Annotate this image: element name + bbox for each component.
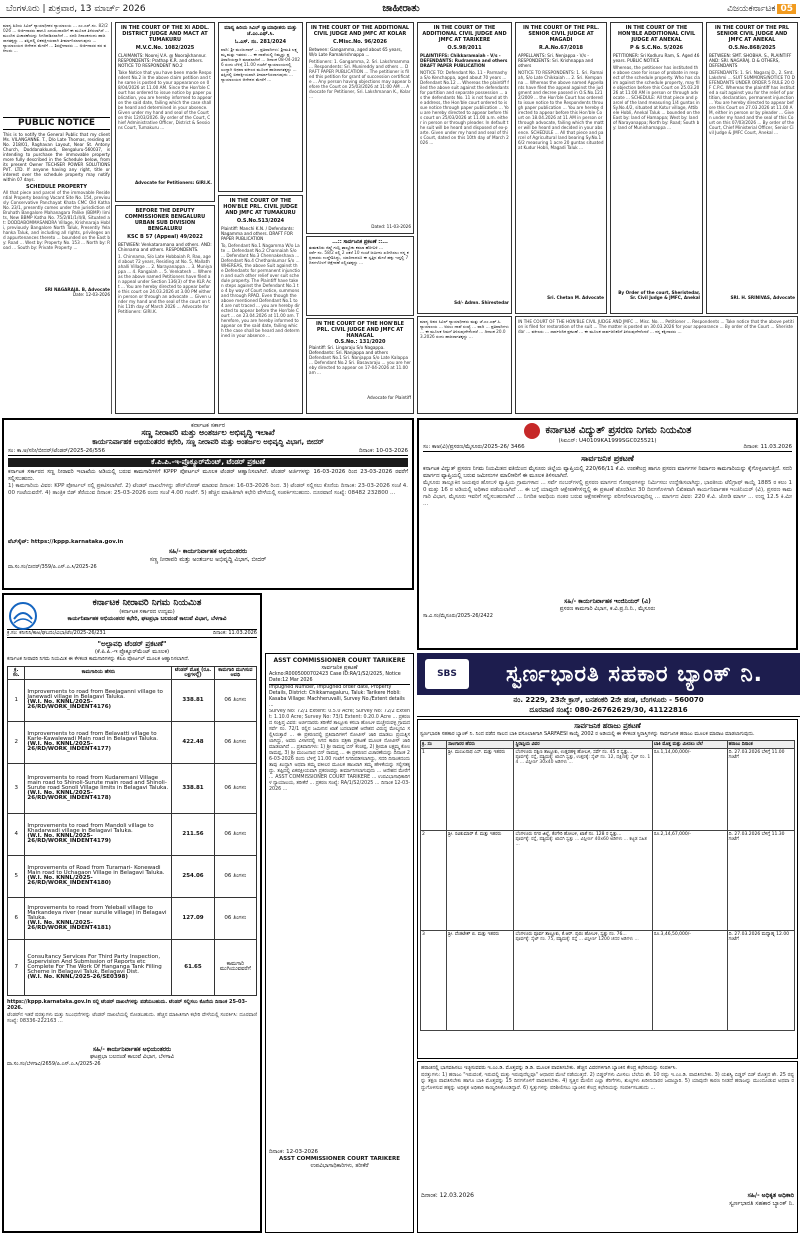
court-small-2: IN THE COURT OF THE HON'BLE CIVIL JUDGE AND JMFC ... Misc. No. ... Petitioner ... Respondents ... Take notice that the above petition is filed for restoration of the suit ... The matter is posted on 30.03.2026 for your appearance ... By order of the Court ... Sheristedar ... ವಕೀಲರು ... ಸಾರ್ವಜನಿಕ ಪ್ರಕಟಣೆ ... ಈ ಮೂಲಕ ಸಾರ್ವಜನಿಕರಿಗೆ ತಿಳಿಸುವುದೇನೆಂದರೆ ... ನನ್ನ ಕಕ್ಷಿದಾರರು ... <box>515 316 798 414</box>
table-row: 3 Improvements to road from Kudaremani Village main road to Shinoli-Surute main road and Shinoli-Surute road Sonoli Village limits in Belagavi Taluka. (W.I. No. KNNL/2025-26/RD/WORK_INDENT4178) 338.81 06 ತಿಂಗಳು <box>8 763 257 813</box>
court-anekal-prl: IN THE COURT OF THE PRL SENIOR CIVIL JUDGE AND JMFC AT ANEKAL O.S.No.868/2025 BETWEEN: SMT. SHOBHA. S., PLAINTIFF AND: SRI. NAGARAJ. D & OTHERS, DEFENDANTS DEFENDANTS: 1. Sri. Nagaraj D., 2. Smt. Lakshmi ... SUIT SUMMONS/NOTICE TO DEFENDANTS UNDER ORDER 5 RULE 20 OF C.P.C. Whereas the plaintiff has instituted a suit against you for the relief of partition, declaration, permanent injunction ... You are hereby directed to appear before this Court on 27.03.2026 at 11.00 AM, either in person or by pleader ... Given under my hand and the seal of this Court on this 07/03/2026 ... By order of the Court, Chief Ministerial Officer, Senior Civil Judge & JMFC Court, Anekal ... SRI. H. SRINIVAS, Advocate <box>706 22 798 314</box>
notice-date: Date: 12-03-2026 <box>72 292 110 297</box>
bank-address: ನಂ. 2229, 23ನೇ ಕ್ರಾಸ್, ಬನಶಂಕರಿ 2ನೇ ಹಂತ, ಬೆಂಗಳೂರು - 560070 ದೂರವಾಣಿ ಸಂಖ್ಯೆ: 080-26762629/30, 41122816 <box>417 695 800 717</box>
kppp-tender-notice: ಕರ್ನಾಟಕ ಸರ್ಕಾರ ಸಣ್ಣ ನೀರಾವರಿ ಮತ್ತು ಅಂತರ್ಜಲ ಅಭಿವೃದ್ಧಿ ಇಲಾಖೆ ಕಾರ್ಯನಿರ್ವಾಹಕ ಅಭಿಯಂತರರ ಕಛೇರಿ, ಸಣ್ಣ ನೀರಾವರಿ ಮತ್ತು ಅಂತರ್ಜಲ ಅಭಿವೃದ್ಧಿ ವಿಭಾಗ, ಬೀದರ್ ಸಂ: ಕಾ.ಅ/ಸನೀ/ಬೀದರ್/ಟೆಂಡರ್/2025-26/556 ದಿನಾಂಕ: 10-03-2026 ಕೆ.ಪಿ.ಪಿ.-ಇ-ಪ್ರೊಕ್ಯೂರ್‌ಮೆಂಟ್, ಟೆಂಡರ್ ಪ್ರಕಟಣೆ ಕರ್ನಾಟಕ ಸರ್ಕಾರದ ಸಣ್ಣ ನೀರಾವರಿ ಇಲಾಖೆಯ ಅಡಿಯಲ್ಲಿ ಬರುವ ಕಾಮಗಾರಿಗಳಿಗೆ KPPP ಪೋರ್ಟಲ್ ಮೂಲಕ ಟೆಂಡರ್ ಆಹ್ವಾನಿಸಲಾಗಿದೆ. ಟೆಂಡರ್ ಅರ್ಜಿಗಳನ್ನು 16-03-2026 ರಿಂದ 23-03-2026 ರವರೆಗೆ ಸಲ್ಲಿಸಬಹುದು. 1) ಕಾಮಗಾರಿಯ ವಿವರ: KPP ಪೋರ್ಟಲ್ ನಲ್ಲಿ ಪ್ರಕಟಿಸಲಾಗಿದೆ. 2) ಟೆಂಡರ್ ದಾಖಲೆಗಳನ್ನು ಡೌನ್‌ಲೋಡ್ ಮಾಡುವ ದಿನಾಂಕ: 16-03-2026 ರಿಂದ. 3) ಟೆಂಡರ್ ಸಲ್ಲಿಸಲು ಕೊನೆಯ ದಿನಾಂಕ: 23-03-2026 ಸಂಜೆ 4.00 ಗಂಟೆಯವರೆಗೆ. 4) ತಾಂತ್ರಿಕ ಬಿಡ್ ತೆರೆಯುವ ದಿನಾಂಕ: 25-03-2026 ರಂದು ಸಂಜೆ 4.00 ಗಂಟೆಗೆ. 5) ಹೆಚ್ಚಿನ ಮಾಹಿತಿಗಾಗಿ ಕಛೇರಿ ವೇಳೆಯಲ್ಲಿ ಸಂಪರ್ಕಿಸಬಹುದು. ದೂರವಾಣಿ ಸಂಖ್ಯೆ: 08482 232800 ... ವೆಬ್‌ಸೈಟ್: https://kppp.karnataka.gov.in ಸಹಿ/- ಕಾರ್ಯನಿರ್ವಾಹಕ ಅಭಿಯಂತರರು ಸಣ್ಣ ನೀರಾವರಿ ಮತ್ತು ಅಂತರ್ಜಲ ಅಭಿವೃದ್ಧಿ ವಿಭಾಗ, ಬೀದರ್ ವಾ.ಸಂ.ಸಂ/ಬೀದರ್/359/ಪಿ.ಎಸ್.ಎ.ಸಿ/2025-26 <box>2 418 414 590</box>
notice-schedule-title: SCHEDULE PROPERTY <box>26 184 87 190</box>
notice-filler: ಮಾನ್ಯ ಹಿರಿಯ ಸಿವಿಲ್ ನ್ಯಾಯಾಧೀಶರ ನ್ಯಾಯಾಲಯ ... ಎಂ.ಎಸ್.ನಂ. 82/2026 ... ಅರ್ಜಿದಾರರು ಹಾಗೂ ಎದುರುದಾರರಿಗೆ ಈ ಮೂಲಕ ತಿಳಿಸಲಾಗಿದೆ ... ಮುಂದಿನ ವಿಚಾರಣೆಯನ್ನು ನಿಗದಿಪಡಿಸಲಾಗಿದೆ ... ಸದರಿ ದಿನಾಂಕದಂದು ಹಾಜರಾಗತಕ್ಕದ್ದು ... ತಪ್ಪಿದಲ್ಲಿ ಏಕಪಕ್ಷೀಯವಾಗಿ ತೀರ್ಮಾನಿಸಲಾಗುವುದು ... ನ್ಯಾಯಾಲಯದ ಆದೇಶದ ಮೇರೆಗೆ ... ಶಿರಸ್ತೇದಾರರು ... ಅರ್ಜಿದಾರರ ಪರ ವಕೀಲರು ... <box>3 23 109 53</box>
bank-terms: ಹರಾಜಿನಲ್ಲಿ ಭಾಗವಹಿಸಲು ಇಚ್ಛಿಸುವವರು ಇ.ಎಂ.ಡಿ. ಮೊತ್ತವನ್ನು ಡಿ.ಡಿ. ಮೂಲಕ ಪಾವತಿಸಬೇಕು. ಹೆಚ್ಚಿನ ವಿವರಗಳಿಗಾಗಿ ಬ್ಯಾಂಕಿನ ಕೇಂದ್ರ ಕಛೇರಿಯನ್ನು ಸಂಪರ್ಕಿಸಿ. ಷರತ್ತುಗಳು: 1) ಹರಾಜು "ಇರುವಂತೆ, ಇರುವಲ್ಲಿ ಮತ್ತು ಇರುವುದೆಲ್ಲವೂ" ಆಧಾರದ ಮೇಲೆ ನಡೆಯುತ್ತದೆ. 2) ಬಿಡ್ಡರ್‌ಗಳು ಮೀಸಲು ಬೆಲೆಯ ಶೇ. 10 ರಷ್ಟು ಇ.ಎಂ.ಡಿ. ಪಾವತಿಸಬೇಕು. 3) ಯಶಸ್ವಿ ಬಿಡ್ಡರ್ ಬಿಡ್ ಮೊತ್ತದ ಶೇ. 25 ರಷ್ಟನ್ನು ತಕ್ಷಣ ಪಾವತಿಸಬೇಕು ಹಾಗೂ ಬಾಕಿ ಮೊತ್ತವನ್ನು 15 ದಿನಗಳೊಳಗೆ ಪಾವತಿಸಬೇಕು. 4) ಸ್ವತ್ತಿನ ಮೇಲಿನ ಎಲ್ಲಾ ತೆರಿಗೆಗಳು, ಶುಲ್ಕಗಳು ಖರೀದಿದಾರರ ಜವಾಬ್ದಾರಿ. 5) ಯಾವುದೇ ಕಾರಣ ನೀಡದೆ ಹರಾಜನ್ನು ಮುಂದೂಡುವ ಅಥವಾ ರದ್ದುಗೊಳಿಸುವ ಹಕ್ಕನ್ನು ಅಧಿಕೃತ ಅಧಿಕಾರಿ ಕಾಯ್ದಿರಿಸಿಕೊಂಡಿದ್ದಾರೆ. 6) ಸ್ವತ್ತುಗಳನ್ನು ಪರಿಶೀಲಿಸಲು ಬ್ಯಾಂಕಿನ ಕೇಂದ್ರ ಕಛೇರಿಯನ್ನು ಸಂಪರ್ಕಿಸಬಹುದು ... ದಿನಾಂಕ: 12.03.2026 ಸಹಿ/- ಅಧಿಕೃತ ಅಧಿಕಾರಿ ಸ್ವರ್ಣಭಾರತಿ ಸಹಕಾರ ಬ್ಯಾಂಕ್ ನಿ. <box>417 1061 798 1233</box>
notice-title: PUBLIC NOTICE <box>17 118 95 128</box>
bank-auction: ಸಾರ್ವಜನಿಕ ಹರಾಜು ಪ್ರಕಟಣೆ ಸ್ವರ್ಣಭಾರತಿ ಸಹಕಾರ ಬ್ಯಾಂಕ್ ನಿ. ನಿಂದ ಪಡೆದ ಸಾಲದ ಬಾಕಿ ವಸೂಲಾತಿಗಾಗಿ SARFAESI ಕಾಯ್ದೆ 2002 ರ ಅಡಿಯಲ್ಲಿ ಈ ಕೆಳಕಂಡ ಸ್ಥಿರಾಸ್ತಿಗಳನ್ನು ಸಾರ್ವಜನಿಕ ಹರಾಜು ಮೂಲಕ ಮಾರಾಟ ಮಾಡಲಾಗುವುದು. ಕ್ರ. ಸಂ ಸಾಲಗಾರರ ಹೆಸರು ಸ್ಥಿರಾಸ್ತಿಯ ವಿವರ ಬಾಕಿ ಮೊತ್ತ ಮತ್ತು ಮೀಸಲು ಬೆಲೆ ಹರಾಜು ದಿನಾಂಕ 1 ಶ್ರೀ. ಮಂಜುನಾಥ ಎಸ್. ಮತ್ತು ಇತರರು ಬೆಂಗಳೂರು ದಕ್ಷಿಣ ತಾಲ್ಲೂಕು, ಉತ್ತರಹಳ್ಳಿ ಹೋಬಳಿ, ಸರ್ವೆ ನಂ. 45 ರ ಸ್ವತ್ತು... ಪೂರ್ವಕ್ಕೆ: ರಸ್ತೆ, ಪಶ್ಚಿಮಕ್ಕೆ: ಖಾಸಗಿ ಸ್ವತ್ತು, ಉತ್ತರಕ್ಕೆ: ಸೈಟ್ ನಂ. 12, ದಕ್ಷಿಣಕ್ಕೆ: ಸೈಟ್ ನಂ. 14 ... ವಿಸ್ತೀರ್ಣ 30x40 ಅಡಿಗಳು ... ರೂ.1,14,00,000/- ದಿ. 27.03.2026 ಬೆಳಿಗ್ಗೆ 11.00 ಗಂಟೆಗೆ 2 ಶ್ರೀ. ರವಿಕುಮಾರ್ ಕೆ. ಮತ್ತು ಇತರರು ಬೆಂಗಳೂರು ನಗರ ಜಿಲ್ಲೆ, ಕೆಂಗೇರಿ ಹೋಬಳಿ, ಖಾತೆ ನಂ. 128 ರ ಸ್ವತ್ತು... ಪೂರ್ವಕ್ಕೆ: ರಸ್ತೆ, ಪಶ್ಚಿಮಕ್ಕೆ: ಖಾಸಗಿ ಸ್ವತ್ತು ... ವಿಸ್ತೀರ್ಣ 40x60 ಅಡಿಗಳು ... ಕಟ್ಟಡ ಸಹಿತ ... ರೂ.2,14,67,000/- ದಿ. 27.03.2026 ಬೆಳಿಗ್ಗೆ 11.30 ಗಂಟೆಗೆ 3 ಶ್ರೀ. ವೆಂಕಟೇಶ್ ಬಿ. ಮತ್ತು ಇತರರು ಬೆಂಗಳೂರು ಪೂರ್ವ ತಾಲ್ಲೂಕು, ಕೆ.ಆರ್. ಪುರಂ ಹೋಬಳಿ, ಸ್ವತ್ತು ನಂ. 76... ಪೂರ್ವಕ್ಕೆ: ಸೈಟ್ ನಂ. 75, ಪಶ್ಚಿಮಕ್ಕೆ: ರಸ್ತೆ ... ವಿಸ್ತೀರ್ಣ 1200 ಚದರ ಅಡಿಗಳು ... ರೂ.3,46,50,000/- ದಿ. 27.03.2026 ಮಧ್ಯಾಹ್ನ 12.00 ಗಂಟೆಗೆ <box>417 719 798 1059</box>
table-row: 7 Consultancy Services For Third Party Inspection, Supervision And Submission of Reports etc Complete For The Work Of Hanganga Tank Filling Scheme in Belagavi Taluk, Belagavi Dist. (W.I. No. KNNL/2025-26/SE0398) 61.65 ಕಾಮಗಾರಿ ಮುಗಿಯುವವರೆಗೆ <box>8 939 257 995</box>
court-magadi: IN THE COURT OF THE PRL. SENIOR CIVIL JUDGE AT MAGADI R.A.No.67/2018 APPELLANTS: Sri. Nenjappa - V/s - RESPONDENTS: Sri. Krishnappa and others NOTICE TO RESPONDENTS: 1. Sri. Ramaiah, S/o Late Chikkaiah ... 2. Sri. Kempanna ... Whereas the above named Appellants have filed the appeal against the judgment and decree passed in O.S.No.1212/2009 ... the Hon'ble Court has ordered to issue notice to the Respondents through paper publication ... You are hereby directed to appear before this Hon'ble Court on 18.04.2026 at 11 AM in person or through advocate, failing which the matter will be heard and decided in your absence. SCHEDULE ... All that piece and parcel of Agricultural land bearing Sy.No.16/2 measuring 1 acre 20 guntas situated at Kudur Hobli, Magadi Taluk ... Sri. Chetan M. Advocate <box>515 22 607 314</box>
knnl-tender-notice: ಕರ್ನಾಟಕ ನೀರಾವರಿ ನಿಗಮ ನಿಯಮಿತ (ಕರ್ನಾಟಕ ಸರ್ಕಾರದ ಉದ್ಯಮ) ಕಾರ್ಯನಿರ್ವಾಹಕ ಅಭಿಯಂತರರ ಕಛೇರಿ, ಘಟಪ್ರಭಾ ಬಲದಂಡೆ ಕಾಲುವೆ ವಿಭಾಗ, ಬೆಳಗಾವಿ ಕ್ರ.ಸಂ: ಕನೀನಿನಿ/ಕಾಅ/ಘಬದಂ/ವಿಭಾ/ಟೆಂ/2025-26/231 ದಿನಾಂಕ: 11.03.2026 "ಅಲ್ಪಾವಧಿ ಟೆಂಡರ್ ಪ್ರಕಟಣೆ" (ಕೆ.ಪಿ.ಪಿ.-ಇ ಪ್ರೊಕ್ಯೂರ್‌ಮೆಂಟ್ ಮೂಲಕ) ಕರ್ನಾಟಕ ನೀರಾವರಿ ನಿಗಮ ನಿಯಮಿತ ಈ ಕೆಳಕಂಡ ಕಾಮಗಾರಿಗಳನ್ನು ಕೆಪಿಪಿ ಪೋರ್ಟಲ್ ಮೂಲಕ ಆಹ್ವಾನಿಸಲಾಗಿದೆ. ಕ್ರ. ಸಂ. ಕಾಮಗಾರಿಯ ಹೆಸರು ಟೆಂಡರ್ ಮೊತ್ತ (ರೂ. ಲಕ್ಷಗಳಲ್ಲಿ) ಕಾಮಗಾರಿ ಮುಗಿಸುವ ಅವಧಿ 1 Improvements to road from Beejaganni village to Janewadi village in Belagavi Taluka. (W.I. No. KNNL/2025-26/RD/WORK_INDENT4176) 338.81 06 ತಿಂಗಳು 2 Improvements to road from Belavatti village to Karle-Kawalewadi Main road in Belagavi Taluka. (W.I. No. KNNL/2025-26/RD/WORK_INDENT4177) 422.48 06 ತಿಂಗಳು 3 Improvements to road from Kudaremani Village main road to Shinoli-Surute main road and Shinoli-Surute road Sonoli Village limits in Belagavi Taluka. (W.I. No. KNNL/2025-26/RD/WORK_INDENT4178) 338.81 06 ತಿಂಗಳು 4 Improvements to road from Mandoli village to Khadarwadi village in Belagavi Taluka. (W.I. No. KNNL/2025-26/RD/WORK_INDENT4179) 211.56 06 ತಿಂಗಳು 5 Improvements of Road from Turamari- Konewadi Main road to Uchagaon Village in Belagavi Taluka. (W.I. No. KNNL/2025-26/RD/WORK_INDENT4180) 254.06 06 ತಿಂಗಳು 6 Improvements to road from Yelebail village to Markandeya river (near suruile village) in Belagavi Taluka. (W.I. No. KNNL/2025-26/RD/WORK_INDENT4181) 127.09 06 ತಿಂಗಳು 7 Consultancy Services For Third Party Inspection, Supervision And Submission of Reports etc Complete For The Work Of Hanganga Tank Filling Scheme in Belagavi Taluk, Belagavi Dist. (W.I. No. KNNL/2025-26/SE0398) 61.65 ಕಾಮಗಾರಿ ಮುಗಿಯುವವರೆಗೆ https://kppp.karnataka.gov.in ನಲ್ಲಿ ಟೆಂಡರ್ ದಾಖಲೆಗಳನ್ನು ಪಡೆಯಬಹುದು. ಟೆಂಡರ್ ಸಲ್ಲಿಸಲು ಕೊನೆಯ ದಿನಾಂಕ 25-03-2026. ಟೆಂಡರ್‌ನ ಇತರೆ ಷರತ್ತುಗಳು ಮತ್ತು ನಿಬಂಧನೆಗಳನ್ನು ಟೆಂಡರ್ ದಾಖಲೆಯಲ್ಲಿ ನೋಡಬಹುದು. ಹೆಚ್ಚಿನ ಮಾಹಿತಿಗಾಗಿ ಕಛೇರಿ ವೇಳೆಯಲ್ಲಿ ಸಂಪರ್ಕಿಸಿ: ದೂರವಾಣಿ ಸಂಖ್ಯೆ: 08336-222163 ... ಸಹಿ/- ಕಾರ್ಯನಿರ್ವಾಹಕ ಅಭಿಯಂತರರು ಘಟಪ್ರಭಾ ಬಲದಂಡೆ ಕಾಲುವೆ ವಿಭಾಗ, ಬೆಳಗಾವಿ ವಾ.ಸಂ.ಸಂ/ಬೆಳಗಾವಿ/2659/ಪಿ.ಎಸ್.ಎ.ಸಿ/2025-26 <box>2 593 262 1233</box>
court-kolar: IN THE COURT OF THE ADDITIONAL CIVIL JUDGE AND JMFC AT KOLAR C.Misc.No. 96/2026 Between: Gangamma, aged about 65 years, W/o Late Ramakrishnappa ... Petitioners: 1. Gangamma, 2. Sri. Lakshmamma ... Respondents: Sri. Munireddy and others ... DRAFT PAPER PUBLICATION ... The petitioner is filed this petition for grant of succession certificate ... Any person having objections may appear before the Court on 25/03/2026 at 11:00 AM ... Advocate for Petitioner, Sri. Lakshmanan K., Kolar ... Dated: 11-03-2026 <box>306 22 414 234</box>
knnl-tender-table: ಕ್ರ. ಸಂ. ಕಾಮಗಾರಿಯ ಹೆಸರು ಟೆಂಡರ್ ಮೊತ್ತ (ರೂ. ಲಕ್ಷಗಳಲ್ಲಿ) ಕಾಮಗಾರಿ ಮುಗಿಸುವ ಅವಧಿ 1 Improvements to road from Beejaganni village to Janewadi village in Belagavi Taluka. (W.I. No. KNNL/2025-26/RD/WORK_INDENT4176) 338.81 06 ತಿಂಗಳು 2 Improvements to road from Belavatti village to Karle-Kawalewadi Main road in Belagavi Taluka. (W.I. No. KNNL/2025-26/RD/WORK_INDENT4177) 422.48 06 ತಿಂಗಳು 3 Improvements to road from Kudaremani Village main road to Shinoli-Surute main road and Shinoli-Surute road Sonoli Village limits in Belagavi Taluka. (W.I. No. KNNL/2025-26/RD/WORK_INDENT4178) 338.81 06 ತಿಂಗಳು 4 Improvements to road from Mandoli village to Khadarwadi village in Belagavi Taluka. (W.I. No. KNNL/2025-26/RD/WORK_INDENT4179) 211.56 06 ತಿಂಗಳು 5 Improvements of Road from Turamari- Konewadi Main road to Uchagaon Village in Belagavi Taluka. (W.I. No. KNNL/2025-26/RD/WORK_INDENT4180) 254.06 06 ತಿಂಗಳು 6 Improvements to road from Yelebail village to Markandeya river (near suruile village) in Belagavi Taluka. (W.I. No. KNNL/2025-26/RD/WORK_INDENT4181) 127.09 06 ತಿಂಗಳು 7 Consultancy Services For Third Party Inspection, Supervision And Submission of Reports etc Complete For The Work Of Hanganga Tank Filling Scheme in Belagavi Taluk, Belagavi Dist. (W.I. No. KNNL/2025-26/SE0398) 61.65 ಕಾಮಗಾರಿ ಮುಗಿಯುವವರೆಗೆ <box>7 666 257 996</box>
table-row: 2 ಶ್ರೀ. ರವಿಕುಮಾರ್ ಕೆ. ಮತ್ತು ಇತರರು ಬೆಂಗಳೂರು ನಗರ ಜಿಲ್ಲೆ, ಕೆಂಗೇರಿ ಹೋಬಳಿ, ಖಾತೆ ನಂ. 128 ರ ಸ್ವತ್ತು... ಪೂರ್ವಕ್ಕೆ: ರಸ್ತೆ, ಪಶ್ಚಿಮಕ್ಕೆ: ಖಾಸಗಿ ಸ್ವತ್ತು ... ವಿಸ್ತೀರ್ಣ 40x60 ಅಡಿಗಳು ... ಕಟ್ಟಡ ಸಹಿತ ... ರೂ.2,14,67,000/- ದಿ. 27.03.2026 ಬೆಳಿಗ್ಗೆ 11.30 ಗಂಟೆಗೆ <box>421 830 795 930</box>
table-row: 4 Improvements to road from Mandoli village to Khadarwadi village in Belagavi Taluka. (W.I. No. KNNL/2025-26/RD/WORK_INDENT4179) 211.56 06 ತಿಂಗಳು <box>8 813 257 855</box>
bank-name: ಸ್ವರ್ಣಭಾರತಿ ಸಹಕಾರ ಬ್ಯಾಂಕ್ ನಿ. <box>505 661 764 687</box>
table-row: 2 Improvements to road from Belavatti village to Karle-Kawalewadi Main road in Belagavi Taluka. (W.I. No. KNNL/2025-26/RD/WORK_INDENT4177) 422.48 06 ತಿಂಗಳು <box>8 721 257 763</box>
table-row: 5 Improvements of Road from Turamari- Konewadi Main road to Uchagaon Village in Belagavi Taluka. (W.I. No. KNNL/2025-26/RD/WORK_INDENT4180) 254.06 06 ತಿಂಗಳು <box>8 855 257 897</box>
kptcl-logo-icon <box>524 423 540 439</box>
notice-body: This is to notify the General Public that my client Ms. VILANGANNE. T., D/o Late Thomas, residing at No. 218/01, Raghavan Layout, Near St. Antony Church, Doddanakkundi, Bengaluru-560037, is intending to purchase the immovable property more fully described in the Schedule below, from its present Owner TECHSER POWER SOLUTIONS PVT. LTD. If anyone having any right, title or interest over the schedule property may notify within 07 days. <box>3 132 110 182</box>
header-section: ಜಾಹೀರಾತು <box>382 3 420 14</box>
court-anekal-addl: IN THE COURT OF THE HON'BLE ADDITIONAL CIVIL JUDGE AT ANEKAL P & S.C.No. 5/2026 PETITIONER: Sri Kodluru Ram, S. Aged 46 years. PUBLIC NOTICE Whereas, the petitioner has instituted the above case for issue of probate in respect of the schedule property. Who has claim against the schedule property, may file objection before this Court on 25.03.2026 at 11:00 AM in person or through advocate ... SCHEDULE: All that piece and parcel of the land measuring 1/4 guntas in Sy.No.4/2, situated at Kotur village, Attibele Hobli, Anekal Taluk ... bounded on the East by: land of Hamappa; West by: land of Narayanappa; North by: Road; South by: land of Munishamappa ... By Order of the court, Sheristedar, Sr. Civil Judge & JMFC, Anekal <box>610 22 703 314</box>
court-small-1: ಮಾನ್ಯ ಅಪರ ಸಿವಿಲ್ ನ್ಯಾಯಾಧೀಶರು ಮತ್ತು ಜೆ.ಎಂ.ಎಫ್.ಸಿ. ನ್ಯಾಯಾಲಯ ... ಅಸಲು ದಾವೆ ಸಂಖ್ಯೆ ... ವಾದಿ ... ಪ್ರತಿವಾದಿಗಳು ... ಈ ಮೂಲಕ ನಿಮಗೆ ತಿಳಿಸುವುದೇನೆಂದರೆ ... ದಿನಾಂಕ 20.03.2026 ರಂದು ಹಾಜರಾಗತಕ್ಕದ್ದು ... <box>417 316 512 414</box>
suit-notice-kannada: ...:: ಸಾರ್ವಜನಿಕ ಪ್ರಕಟಣೆ ::... ತುಮಕೂರು ಜಿಲ್ಲೆ ಗುಬ್ಬಿ ತಾಲ್ಲೂಕು ಕಸಬಾ ಹೋಬಳಿ ... ಸರ್ವೆ ನಂ. 58/2 ರಲ್ಲಿ 2 ಎಕರೆ 10 ಗುಂಟೆ ಜಮೀನು ಖರೀದಿಸಲು ನನ್ನ ಕಕ್ಷಿದಾರರು ಉದ್ದೇಶಿಸಿದ್ದು, ಯಾರಿಗಾದರೂ ಈ ಸ್ವತ್ತಿನ ಮೇಲೆ ಹಕ್ಕು ಇದ್ದಲ್ಲಿ 7 ದಿನಗಳೊಳಗೆ ಆಕ್ಷೇಪಣೆ ಸಲ್ಲಿಸತಕ್ಕದ್ದು ... <box>306 236 414 316</box>
page-number: 05 <box>777 4 796 14</box>
bank-banner <box>417 653 800 695</box>
page-header <box>0 0 800 18</box>
bank-auction-table: ಕ್ರ. ಸಂ ಸಾಲಗಾರರ ಹೆಸರು ಸ್ಥಿರಾಸ್ತಿಯ ವಿವರ ಬಾಕಿ ಮೊತ್ತ ಮತ್ತು ಮೀಸಲು ಬೆಲೆ ಹರಾಜು ದಿನಾಂಕ 1 ಶ್ರೀ. ಮಂಜುನಾಥ ಎಸ್. ಮತ್ತು ಇತರರು ಬೆಂಗಳೂರು ದಕ್ಷಿಣ ತಾಲ್ಲೂಕು, ಉತ್ತರಹಳ್ಳಿ ಹೋಬಳಿ, ಸರ್ವೆ ನಂ. 45 ರ ಸ್ವತ್ತು... ಪೂರ್ವಕ್ಕೆ: ರಸ್ತೆ, ಪಶ್ಚಿಮಕ್ಕೆ: ಖಾಸಗಿ ಸ್ವತ್ತು, ಉತ್ತರಕ್ಕೆ: ಸೈಟ್ ನಂ. 12, ದಕ್ಷಿಣಕ್ಕೆ: ಸೈಟ್ ನಂ. 14 ... ವಿಸ್ತೀರ್ಣ 30x40 ಅಡಿಗಳು ... ರೂ.1,14,00,000/- ದಿ. 27.03.2026 ಬೆಳಿಗ್ಗೆ 11.00 ಗಂಟೆಗೆ 2 ಶ್ರೀ. ರವಿಕುಮಾರ್ ಕೆ. ಮತ್ತು ಇತರರು ಬೆಂಗಳೂರು ನಗರ ಜಿಲ್ಲೆ, ಕೆಂಗೇರಿ ಹೋಬಳಿ, ಖಾತೆ ನಂ. 128 ರ ಸ್ವತ್ತು... ಪೂರ್ವಕ್ಕೆ: ರಸ್ತೆ, ಪಶ್ಚಿಮಕ್ಕೆ: ಖಾಸಗಿ ಸ್ವತ್ತು ... ವಿಸ್ತೀರ್ಣ 40x60 ಅಡಿಗಳು ... ಕಟ್ಟಡ ಸಹಿತ ... ರೂ.2,14,67,000/- ದಿ. 27.03.2026 ಬೆಳಿಗ್ಗೆ 11.30 ಗಂಟೆಗೆ 3 ಶ್ರೀ. ವೆಂಕಟೇಶ್ ಬಿ. ಮತ್ತು ಇತರರು ಬೆಂಗಳೂರು ಪೂರ್ವ ತಾಲ್ಲೂಕು, ಕೆ.ಆರ್. ಪುರಂ ಹೋಬಳಿ, ಸ್ವತ್ತು ನಂ. 76... ಪೂರ್ವಕ್ಕೆ: ಸೈಟ್ ನಂ. 75, ಪಶ್ಚಿಮಕ್ಕೆ: ರಸ್ತೆ ... ವಿಸ್ತೀರ್ಣ 1200 ಚದರ ಅಡಿಗಳು ... ರೂ.3,46,50,000/- ದಿ. 27.03.2026 ಮಧ್ಯಾಹ್ನ 12.00 ಗಂಟೆಗೆ <box>420 740 795 1031</box>
table-row: 1 ಶ್ರೀ. ಮಂಜುನಾಥ ಎಸ್. ಮತ್ತು ಇತರರು ಬೆಂಗಳೂರು ದಕ್ಷಿಣ ತಾಲ್ಲೂಕು, ಉತ್ತರಹಳ್ಳಿ ಹೋಬಳಿ, ಸರ್ವೆ ನಂ. 45 ರ ಸ್ವತ್ತು... ಪೂರ್ವಕ್ಕೆ: ರಸ್ತೆ, ಪಶ್ಚಿಮಕ್ಕೆ: ಖಾಸಗಿ ಸ್ವತ್ತು, ಉತ್ತರಕ್ಕೆ: ಸೈಟ್ ನಂ. 12, ದಕ್ಷಿಣಕ್ಕೆ: ಸೈಟ್ ನಂ. 14 ... ವಿಸ್ತೀರ್ಣ 30x40 ಅಡಿಗಳು ... ರೂ.1,14,00,000/- ದಿ. 27.03.2026 ಬೆಳಿಗ್ಗೆ 11.00 ಗಂಟೆಗೆ <box>421 748 795 830</box>
table-row: 6 Improvements to road from Yelebail village to Markandeya river (near suruile village) in Belagavi Taluka. (W.I. No. KNNL/2025-26/RD/WORK_INDENT4181) 127.09 06 ತಿಂಗಳು <box>8 897 257 939</box>
court-tumakuru-mact: IN THE COURT OF THE XI ADDL. DISTRICT JUDGE AND MACT AT TUMAKURU M.V.C.No. 1082/2025 CLAIMANTS: Noorej V.A. @ Noorajkhannur. RESPONDENTS: Prathap K.R. and others. NOTICE TO RESPONDENT NO.2 Take Notice that you have been made Respondent No.2 in the above claim petition and the same is posted to your appearance on 08/04/2026 at 11.00 AM. Since the Hon'ble Court has ordered to issue notice by paper publication, you are hereby informed to appear on the said date, failing which the case shall be heard and determined in your absence. Given under my hand and seal of the Court on this 12/03/2026. By order of the Court, Chief Administrative Officer, District & Sessions Court, Tumakuru ... Advocate for Petitioners: GIRI.K. <box>115 22 215 202</box>
asst-commissioner-notice: ASST COMMISSIONER COURT TARIKERE ಸಾರ್ವಜನಿಕ ಪ್ರಕಟಣೆ Ackno:R0005000702423 Case ID:RA/1/S2/2025, Notice Date:12 Mar 2026 Impugned Number, Impugned order date, Property Details, District: Chikkamagaluru, Taluk: Tarikere Hobli: Kasaba Village: Machheruvalli, Survey No./Extent details ... Survey No: 72/1 Extent: 0.5.0 Acre; Survey No: 72/2 Extent: 1.10.0 Acre; Survey No: 73/1 Extent: 0.20.0 Acre ... ಪ್ರಕರಣದ ಸಂಕ್ಷಿಪ್ತ ವಿವರ: ಅರ್ಜಿದಾರರು ತರೀಕೆರೆ ತಾಲ್ಲೂಕು ಕಸಬಾ ಹೋಬಳಿ ಮಚ್ಚೇರುವಳ್ಳಿ ಗ್ರಾಮದ ಸರ್ವೆ ನಂ. 72/1 ರಲ್ಲಿನ ಜಮೀನಿನ ಖಾತೆ ಬದಲಾವಣೆ ಆದೇಶದ ವಿರುದ್ಧ ಮೇಲ್ಮನವಿ ಸಲ್ಲಿಸಿರುತ್ತಾರೆ ... ಈ ಪ್ರಕರಣದಲ್ಲಿ ಪ್ರತಿವಾದಿಗಳಿಗೆ ನೋಟೀಸ್ ಜಾರಿ ಮಾಡಲು ಪ್ರಯತ್ನಿಸಲಾಗಿದ್ದು, ಅವರು ವಿಳಾಸದಲ್ಲಿ ಸಿಗದ ಕಾರಣ ಪತ್ರಿಕಾ ಪ್ರಕಟಣೆ ಮೂಲಕ ನೋಟೀಸ್ ಜಾರಿ ಮಾಡಲಾಗಿದೆ ... ಪ್ರತಿವಾದಿಗಳು: 1) ಶ್ರೀ ರಾಮಪ್ಪ ಬಿನ್ ಕೆಂಚಪ್ಪ, 2) ಶ್ರೀಮತಿ ಲಕ್ಷ್ಮಮ್ಮ ಕೋಂ ರಾಮಪ್ಪ, 3) ಶ್ರೀ ಮಂಜುನಾಥ ಬಿನ್ ರಾಮಪ್ಪ ... ಈ ಪ್ರಕರಣದ ವಿಚಾರಣೆಯನ್ನು ದಿನಾಂಕ 26-03-2026 ರಂದು ಬೆಳಿಗ್ಗೆ 11.00 ಗಂಟೆಗೆ ನಿಗದಿಪಡಿಸಲಾಗಿದ್ದು, ಸದರಿ ದಿನಾಂಕದಂದು ತಾವು ಖುದ್ದಾಗಿ ಅಥವಾ ತಮ್ಮ ವಕೀಲರ ಮೂಲಕ ಹಾಜರಾಗಿ ತಮ್ಮ ಹೇಳಿಕೆಯನ್ನು ಸಲ್ಲಿಸತಕ್ಕದ್ದು. ತಪ್ಪಿದಲ್ಲಿ ಏಕಪಕ್ಷೀಯವಾಗಿ ಪ್ರಕರಣವನ್ನು ತೀರ್ಮಾನಿಸಲಾಗುವುದು ... ಆದೇಶದ ಮೇರೆಗೆ ... ASST COMMISSIONER COURT TARIKERE ... ಉಪವಿಭಾಗಾಧಿಕಾರಿಗಳ ನ್ಯಾಯಾಲಯ, ತರೀಕೆರೆ ... ಪ್ರಕರಣ ಸಂಖ್ಯೆ: RA/1/S2/2025 ... ದಿನಾಂಕ 12-03-2026 ... ದಿನಾಂಕ: 12-03-2026 ASST COMMISSIONER COURT TARIKERE ಉಪವಿಭಾಗಾಧಿಕಾರಿಗಳು, ತರೀಕೆರೆ <box>265 653 414 1233</box>
table-row: 3 ಶ್ರೀ. ವೆಂಕಟೇಶ್ ಬಿ. ಮತ್ತು ಇತರರು ಬೆಂಗಳೂರು ಪೂರ್ವ ತಾಲ್ಲೂಕು, ಕೆ.ಆರ್. ಪುರಂ ಹೋಬಳಿ, ಸ್ವತ್ತು ನಂ. 76... ಪೂರ್ವಕ್ಕೆ: ಸೈಟ್ ನಂ. 75, ಪಶ್ಚಿಮಕ್ಕೆ: ರಸ್ತೆ ... ವಿಸ್ತೀರ್ಣ 1200 ಚದರ ಅಡಿಗಳು ... ರೂ.3,46,50,000/- ದಿ. 27.03.2026 ಮಧ್ಯಾಹ್ನ 12.00 ಗಂಟೆಗೆ <box>421 930 795 1030</box>
public-notice: ಮಾನ್ಯ ಹಿರಿಯ ಸಿವಿಲ್ ನ್ಯಾಯಾಧೀಶರ ನ್ಯಾಯಾಲಯ ... ಎಂ.ಎಸ್.ನಂ. 82/2026 ... ಅರ್ಜಿದಾರರು ಹಾಗೂ ಎದುರುದಾರರಿಗೆ ಈ ಮೂಲಕ ತಿಳಿಸಲಾಗಿದೆ ... ಮುಂದಿನ ವಿಚಾರಣೆಯನ್ನು ನಿಗದಿಪಡಿಸಲಾಗಿದೆ ... ಸದರಿ ದಿನಾಂಕದಂದು ಹಾಜರಾಗತಕ್ಕದ್ದು ... ತಪ್ಪಿದಲ್ಲಿ ಏಕಪಕ್ಷೀಯವಾಗಿ ತೀರ್ಮಾನಿಸಲಾಗುವುದು ... ನ್ಯಾಯಾಲಯದ ಆದೇಶದ ಮೇರೆಗೆ ... ಶಿರಸ್ತೇದಾರರು ... ಅರ್ಜಿದಾರರ ಪರ ವಕೀಲರು ... PUBLIC NOTICE This is to notify the General Public that my client Ms. VILANGANNE. T., D/o Late Thomas, residing at No. 218/01, Raghavan Layout, Near St. Antony Church, Doddanakkundi, Bengaluru-560037, is intending to purchase the immovable property more fully described in the Schedule below, from its present Owner TECHSER POWER SOLUTIONS PVT. LTD. If anyone having any right, title or interest over the schedule property may notify within 07 days. SCHEDULE PROPERTY All that piece and parcel of the immovable Residential Property bearing Vacant Site No. 154, previously Conservative Panchayat Khata CMC Old Katha No. 23/1, presently comes under the jurisdiction of Bruhath Bangalore Mahanagara Palike (BBMP) limits, New BBMP Katha No. 75/2/81/1/4/8, Situated at: DODDABOMMASANDRA Village, Krishnaraja Hobli, previously Bangalore North Taluk, Presently Yelahanka Taluk, and including all rights, privileges and appurtenances thereto ... bounded on the East by: Road ... West by: Property No. 153 ... North by: Road ... South by: Private Property ... SRI NAGARAJA. B, Advocate Date: 12-03-2026 <box>2 22 112 414</box>
court-hanagal: IN THE COURT OF THE HON'BLE PRL. CIVIL JUDGE AND JMFC AT HANAGAL O.S.No.: 131/2020 Plaintiff: Sri. Lingaraju S/o Nagappa. Defendants: Sri. Nanjappa and others Defendant No.1 Sri. Nanjappa S/o Late Kalappa ... Defendant No.2 Sri. Basavaraju ... you are hereby directed to appear on 17-04-2026 at 11.00 am ... Advocate for Plaintiff <box>306 318 414 414</box>
notice-signature: SRI NAGARAJA. B, Advocate <box>44 287 110 292</box>
header-date: ಬೆಂಗಳೂರು | ಶುಕ್ರವಾರ, 13 ಮಾರ್ಚ್ 2026 <box>6 3 146 14</box>
court-tumakuru-civil: IN THE COURT OF THE HON'BLE PRL. CIVIL JUDGE AND JMFC AT TUMAKURU O.S.No.513/2024 Plaintiff: Manchi K.N. / Defendants: Nagamma and others. DRAFT FOR PAPER PUBLICATION To, Defendant No.1 Nagamma W/o Late ... Defendant No.2 Channaiah S/o ... Defendant No.3 Chennakeshava ... Defendant No.4 Chethankumar S/o ... WHEREAS, the above Suit against the Defendants for permanent injunction and such other relief over suit schedule property. The Plaintiff have taken steps against the Defendant No.1 to 4 by way of Court notice, summons and through RPAD. Even though the above mentioned Defendant No.1 to 4 are not traced ... you are hereby directed to appear before the Hon'ble Court ... on 23.04.2026 at 11.00 am. Therefore, you are hereby informed to appear on the said date, failing which the case shall be heard and determined in your absence ... <box>218 195 303 414</box>
kannada-court-top: ಮಾನ್ಯ ಹಿರಿಯ ಸಿವಿಲ್ ನ್ಯಾಯಾಧೀಶರು ಮತ್ತು ಜೆ.ಎಂ.ಎಫ್.ಸಿ. ಓ.ಎಸ್. ನಂ. 281/2024 ವಾದಿ: ಶ್ರೀ ಮಂಜುನಾಥ್ ... ಪ್ರತಿವಾದಿಗಳು: ಶ್ರೀಮತಿ ಲಕ್ಷ್ಮಮ್ಮ ಮತ್ತು ಇತರರು ... ಈ ದಾವೆಯಲ್ಲಿ ನಿಮ್ಮನ್ನು ಪ್ರತಿವಾದಿಯನ್ನಾಗಿ ಮಾಡಲಾಗಿದೆ ... ದಿನಾಂಕ 08-04-2026 ರಂದು ಬೆಳಿಗ್ಗೆ 11.00 ಗಂಟೆಗೆ ನ್ಯಾಯಾಲಯದಲ್ಲಿ ಖುದ್ದಾಗಿ ಅಥವಾ ವಕೀಲರ ಮೂಲಕ ಹಾಜರಾಗತಕ್ಕದ್ದು ... ತಪ್ಪಿದಲ್ಲಿ ಏಕಪಕ್ಷೀಯವಾಗಿ ತೀರ್ಮಾನಿಸಲಾಗುವುದು ... ನ್ಯಾಯಾಲಯದ ಆದೇಶದ ಮೇರೆಗೆ ... <box>218 22 303 192</box>
court-tarikere: IN THE COURT OF THE ADDITIONAL CIVIL JUDGE AND JMFC AT TARIKERE O.S.98/2011 PLAINTIFFS: Chikkaramaiah - V/s - DEFENDANTS: Rudramma and others DRAFT PAPER PUBLICATION NOTICE TO: Defendant No. 11 - Parmashya S/o Kenchappa, aged about 70 years ... Defendant No.12 ... Whereas the plaintiff filed the above suit against the defendants for partition and separate possession ... as the defendants No. 11 is not found at the address, the Hon'ble court ordered to issue notice through paper publication ... You are hereby directed to appear before this court on 25/03/2026 at 11.00 a.m. either in person or through pleader. In default the suit will be heard and disposed of ex-parte. Given under my hand and seal of this Court, dated on this 10th day of March 2026 ... Sd/- Admn. Shirestedar <box>417 22 512 314</box>
court-dc-bengaluru: BEFORE THE DEPUTY COMMISSIONER BENGALURU URBAN SUB DIVISION BENGALURU KSC B 57 (Appeal) 49/2022 BETWEEN: Venkataramana and others. AND: Chinnama and others. RESPONDENTS. 1. Chinnama, S/o Late Hobbaiah R. Rao, aged about 72 years, Residing at No. 5, Mallathahalli Village ... 2. Narayanappa ... 3. Muniyappa ... 4. Rangaiah ... 5. Venkatesh ... Whereas the above named Petitioners have filed an appeal under Section 136(3) of the KLR Act ... You are hereby directed to appear before this court on 24.03.2026 at 3.00 PM either in person or through an advocate ... Given under my hand and the seal of the court on this 11th day of March 2026 ... Advocate for Petitioners: GIRI.K. <box>115 205 215 414</box>
kptcl-notice: ಕರ್ನಾಟಕ ವಿದ್ಯುತ್ ಪ್ರಸರಣ ನಿಗಮ ನಿಯಮಿತ (ಸಿಐಎನ್: U40109KA1999SGC025521) ಸಂ: ಕಾಅ(ವಿ)/ಪ್ರಸರಣ/ಮೈಸೂರು/2025-26/ 3466 ದಿನಾಂಕ: 11.03.2026 ಸಾರ್ವಜನಿಕ ಪ್ರಕಟಣೆ ಕರ್ನಾಟಕ ವಿದ್ಯುತ್ ಪ್ರಸರಣ ನಿಗಮ ನಿಯಮಿತದ ವತಿಯಿಂದ ಮೈಸೂರು ಜಿಲ್ಲೆಯ ವ್ಯಾಪ್ತಿಯಲ್ಲಿ 220/66/11 ಕೆ.ವಿ. ಉಪಕೇಂದ್ರ ಹಾಗೂ ಪ್ರಸರಣ ಮಾರ್ಗಗಳ ನಿರ್ಮಾಣ ಕಾಮಗಾರಿಯನ್ನು ಕೈಗೊಳ್ಳಲಾಗುತ್ತಿದೆ. ಸದರಿ ಮಾರ್ಗದ ವ್ಯಾಪ್ತಿಯಲ್ಲಿ ಬರುವ ಜಮೀನುಗಳ ಮಾಲೀಕರಿಗೆ ಈ ಮೂಲಕ ತಿಳಿಸಲಾಗಿದೆ. ಮೈಸೂರು ತಾಲ್ಲೂಕಿನ ಜಯಪುರ ಹೋಬಳಿ ವ್ಯಾಪ್ತಿಯ ಗ್ರಾಮಗಳಾದ ... ಸರ್ವೆ ನಂಬರ್‌ಗಳಲ್ಲಿ ಪ್ರಸರಣ ಮಾರ್ಗದ ಗೋಪುರಗಳನ್ನು ನಿರ್ಮಿಸಲು ಉದ್ದೇಶಿಸಲಾಗಿದ್ದು, ಭಾರತೀಯ ಟೆಲಿಗ್ರಾಫ್ ಕಾಯ್ದೆ 1885 ರ ಕಲಂ 10 ಮತ್ತು 16 ರ ಅಡಿಯಲ್ಲಿ ಅಧಿಕಾರ ಪಡೆಯಲಾಗಿದೆ ... ಈ ಬಗ್ಗೆ ಯಾವುದೇ ಆಕ್ಷೇಪಣೆಗಳಿದ್ದಲ್ಲಿ ಈ ಪ್ರಕಟಣೆ ಹೊರಡಿಸಿದ 30 ದಿನಗಳೊಳಗಾಗಿ ಲಿಖಿತವಾಗಿ ಕಾರ್ಯನಿರ್ವಾಹಕ ಇಂಜಿನಿಯರ್ (ವಿ), ಪ್ರಸರಣ ಕಾಮಗಾರಿ ವಿಭಾಗ, ಮೈಸೂರು ಇವರಿಗೆ ಸಲ್ಲಿಸಬಹುದಾಗಿದೆ ... ನಿಗದಿತ ಅವಧಿಯ ನಂತರ ಬರುವ ಆಕ್ಷೇಪಣೆಗಳನ್ನು ಪರಿಗಣಿಸಲಾಗುವುದಿಲ್ಲ ... ಮಾರ್ಗದ ವಿವರ: 220 ಕೆ.ವಿ. ಜೋಡಿ ಮಾರ್ಗ ... ಉದ್ದ 12.5 ಕಿ.ಮೀ ... ಸಹಿ/- ಕಾರ್ಯನಿರ್ವಾಹಕ ಇಂಜಿನಿಯರ್ (ವಿ) ಪ್ರಸರಣ ಕಾಮಗಾರಿ ವಿಭಾಗ, ಕ.ವಿ.ಪ್ರ.ನಿ.ನಿ., ಮೈಸೂರು ಸಾ.ವಿ.ಸಂ/ಮೈಸೂರು/2025-26/2422 <box>417 418 798 650</box>
table-row: 1 Improvements to road from Beejaganni village to Janewadi village in Belagavi Taluka. (W.I. No. KNNL/2025-26/RD/WORK_INDENT4176) 338.81 06 ತಿಂಗಳು <box>8 679 257 721</box>
header-brand: ವಿಜಯಕರ್ನಾಟಕ 05 <box>533 4 800 14</box>
bank-logo: SBS <box>425 659 469 689</box>
knnl-logo-icon <box>8 601 38 631</box>
